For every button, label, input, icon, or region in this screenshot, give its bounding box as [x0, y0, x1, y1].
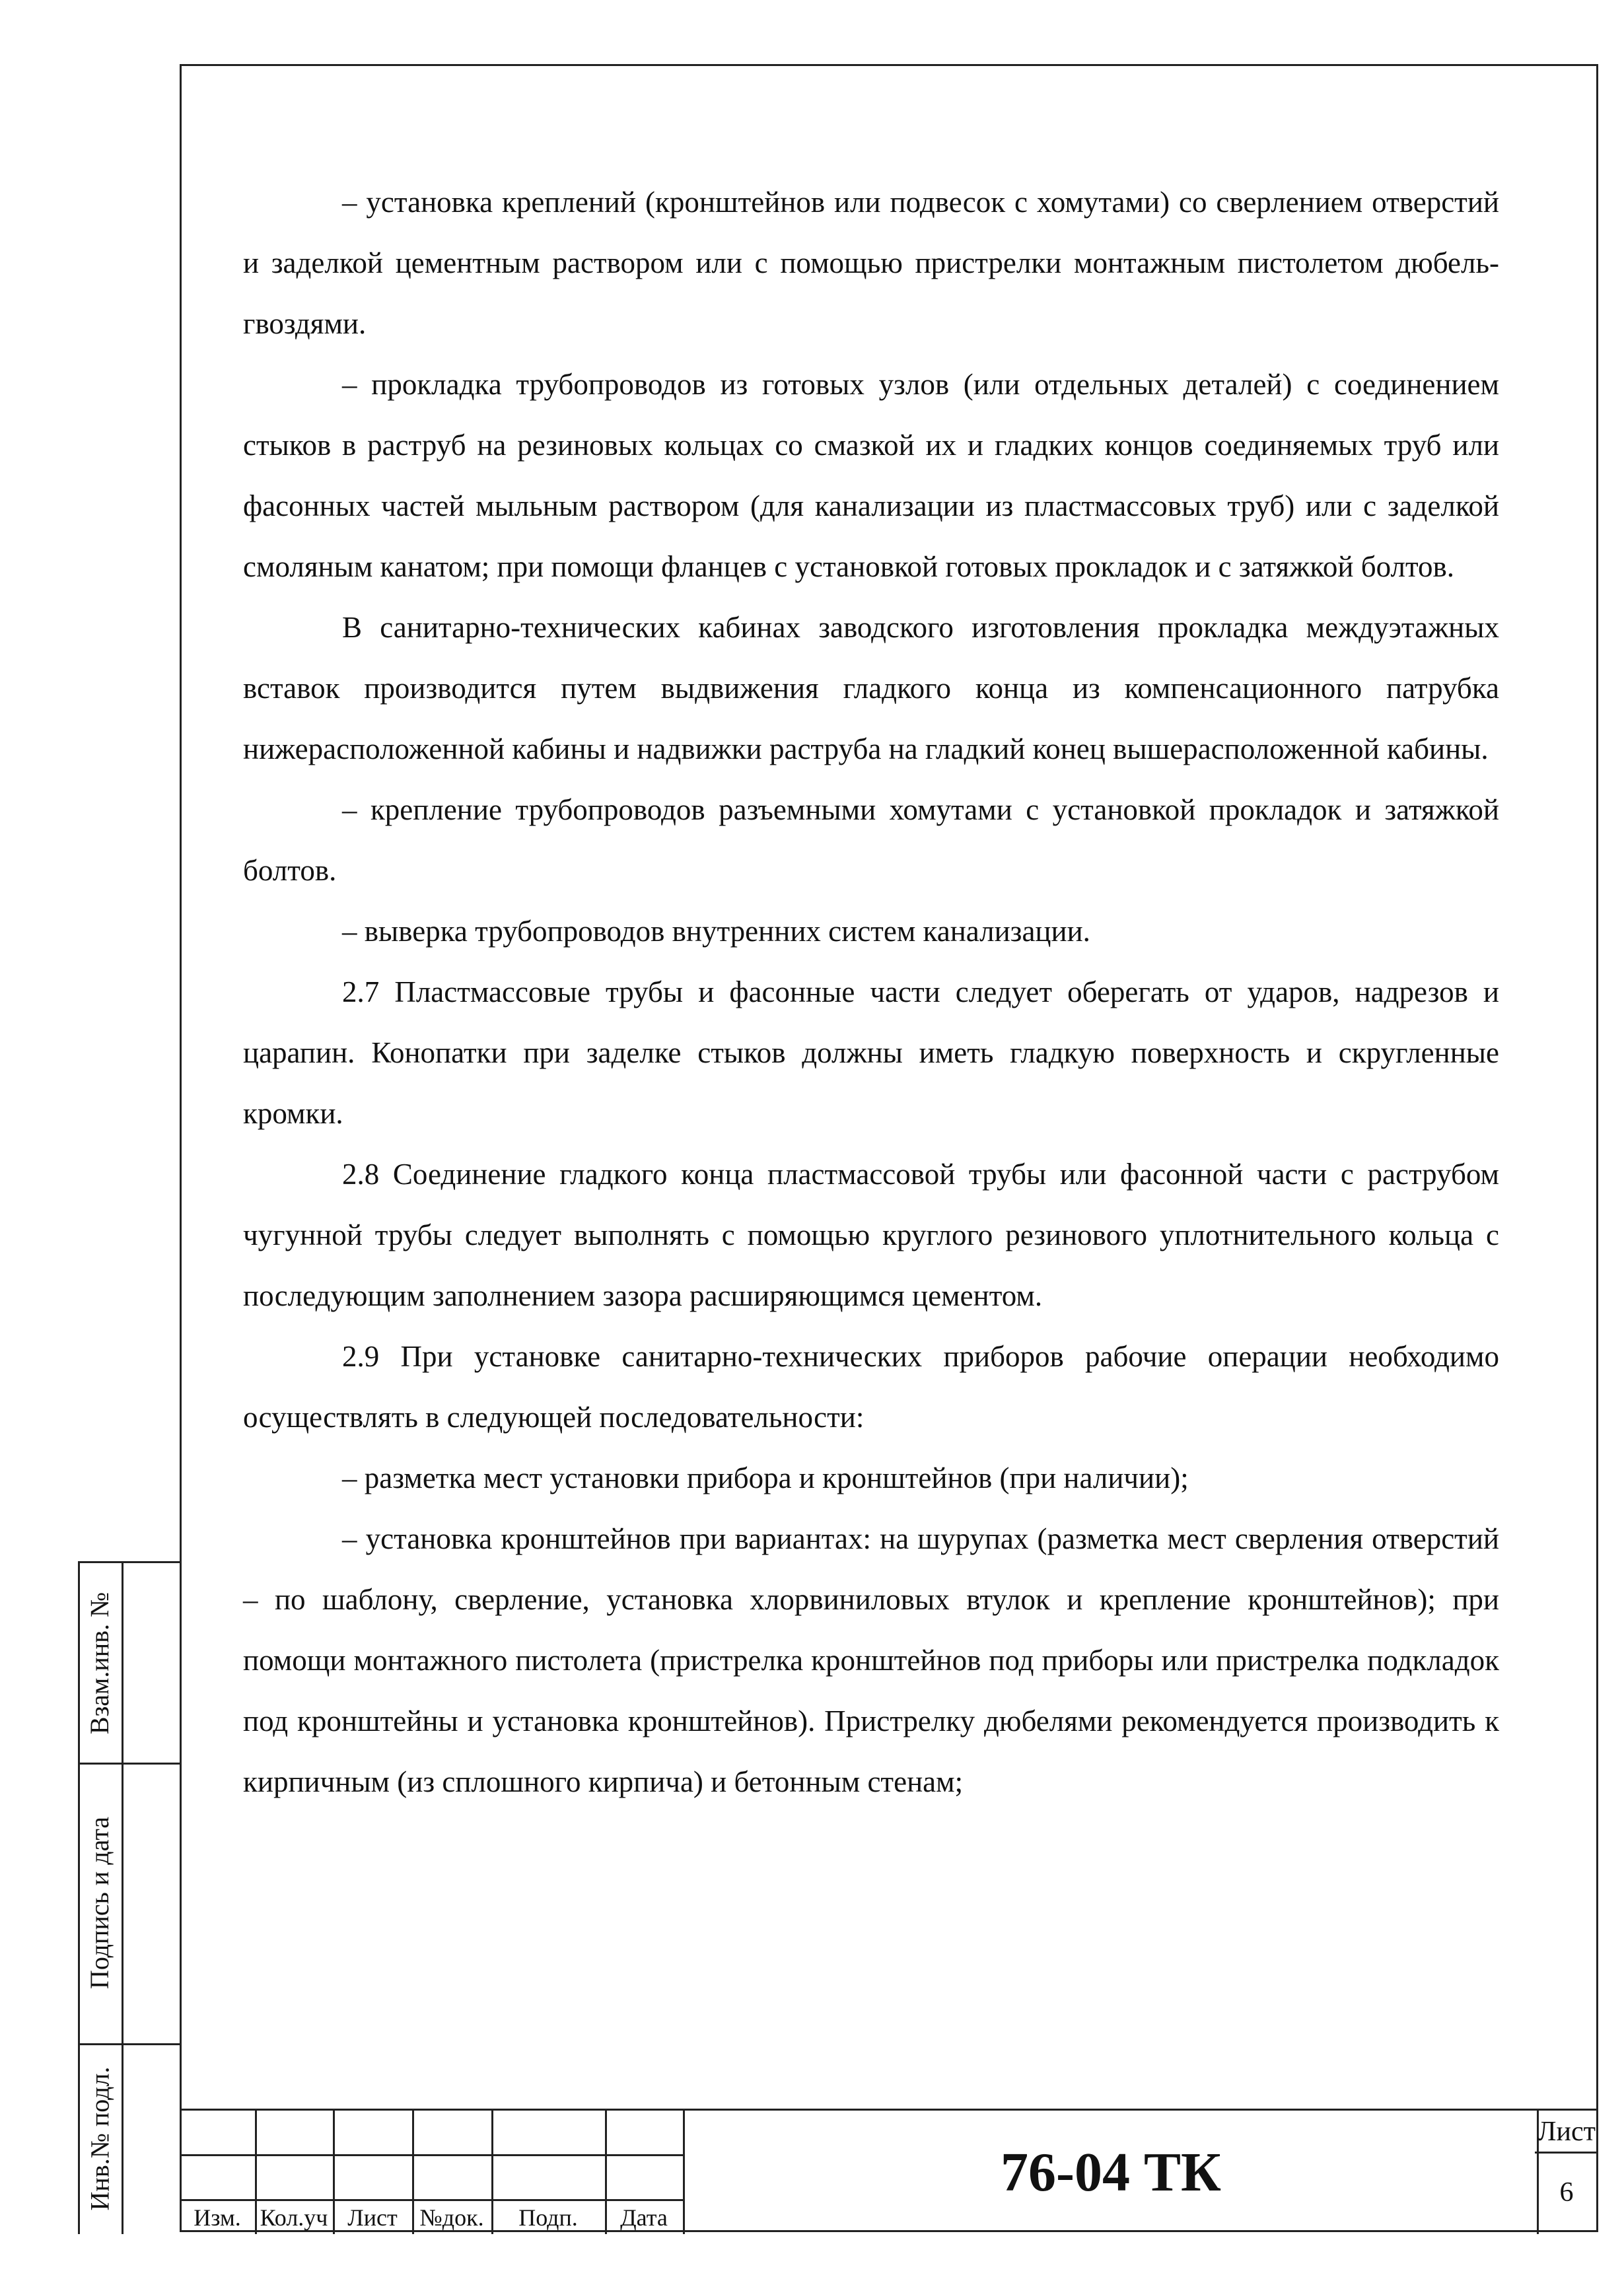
paragraph: – разметка мест установки прибора и кронштейнов (при наличии); [342, 1461, 1189, 1494]
paragraph: 2.8 Соединение гладкого конца пластмассовой трубы или фасонной части с раструбом чугунной трубы следует выполнять с помощью круглого резинового уплотнительного кольца с последующим заполнением зазора расширяющимся цементом. [243, 1158, 1499, 1312]
side-stamp [78, 1561, 180, 2234]
header-kol-uch: Кол.уч [260, 2204, 328, 2231]
paragraph: – прокладка трубопроводов из готовых узлов (или отдельных деталей) с соединением стыков в раструб на резиновых кольцах со смазкой их и гладких концов соединяемых труб или фасонных частей мыльным раствором (для канализации из пластмассовых труб) или с заделкой смоляным канатом; при помощи фланцев с установкой готовых прокладок и с затяжкой болтов. [243, 368, 1499, 583]
paragraph: В санитарно-технических кабинах заводского изготовления прокладка междуэтажных вставок производится путем выдвижения гладкого конца из компенсационного патрубка нижерасположенной кабины и надвижки раструба на гладкий конец вышерасположенной кабины. [243, 611, 1499, 765]
header-data: Дата [620, 2204, 668, 2231]
side-stamp-podpis-data: Подпись и дата [85, 1816, 115, 1990]
sheet-label: Лист [1537, 2117, 1596, 2147]
paragraph: – установка креплений (кронштейнов или подвесок с хомутами) со сверлением отверстий и заделкой цементным раствором или с помощью пристрелки монтажным пистолетом дюбель-гвоздями. [243, 186, 1499, 340]
paragraph: – выверка трубопроводов внутренних систем канализации. [342, 915, 1090, 948]
header-ndok: №док. [419, 2204, 484, 2231]
side-stamp-vzam-inv: Взам.инв. № [85, 1592, 115, 1734]
document-code: 76-04 ТК [683, 2111, 1539, 2234]
header-list: Лист [347, 2204, 398, 2231]
paragraph: – крепление трубопроводов разъемными хомутами с установкой прокладок и затяжкой болтов. [243, 793, 1499, 887]
side-stamp-inv-podl: Инв.№ подл. [85, 2066, 115, 2211]
paragraph: 2.9 При установке санитарно-технических приборов рабочие операции необходимо осуществлять в следующей последовательности: [243, 1340, 1499, 1434]
paragraph: – установка кронштейнов при вариантах: на шурупах (разметка мест сверления отверстий – по шаблону, сверление, установка хлорвиниловых втулок и крепление кронштейнов); при помощи монтажного пистолета (пристрелка кронштейнов под приборы или пристрелка подкладок под кронштейны и установка кронштейнов). Пристрелку дюбелями рекомендуется производить к кирпичным (из сплошного кирпича) и бетонным стенам; [243, 1522, 1499, 1798]
header-podp: Подп. [518, 2204, 578, 2231]
sheet-number: 6 [1559, 2177, 1574, 2208]
header-izm: Изм. [194, 2204, 241, 2231]
sheet-divider [1535, 2152, 1598, 2154]
side-stamp-value-column [122, 1563, 182, 2234]
title-block-grid [180, 2111, 683, 2234]
paragraph: 2.7 Пластмассовые трубы и фасонные части следует оберегать от ударов, надрезов и царапин. Конопатки при заделке стыков должны иметь гладкую поверхность и скругленные кромки. [243, 975, 1499, 1130]
title-block [180, 2109, 1598, 2234]
document-body [243, 172, 1499, 1812]
